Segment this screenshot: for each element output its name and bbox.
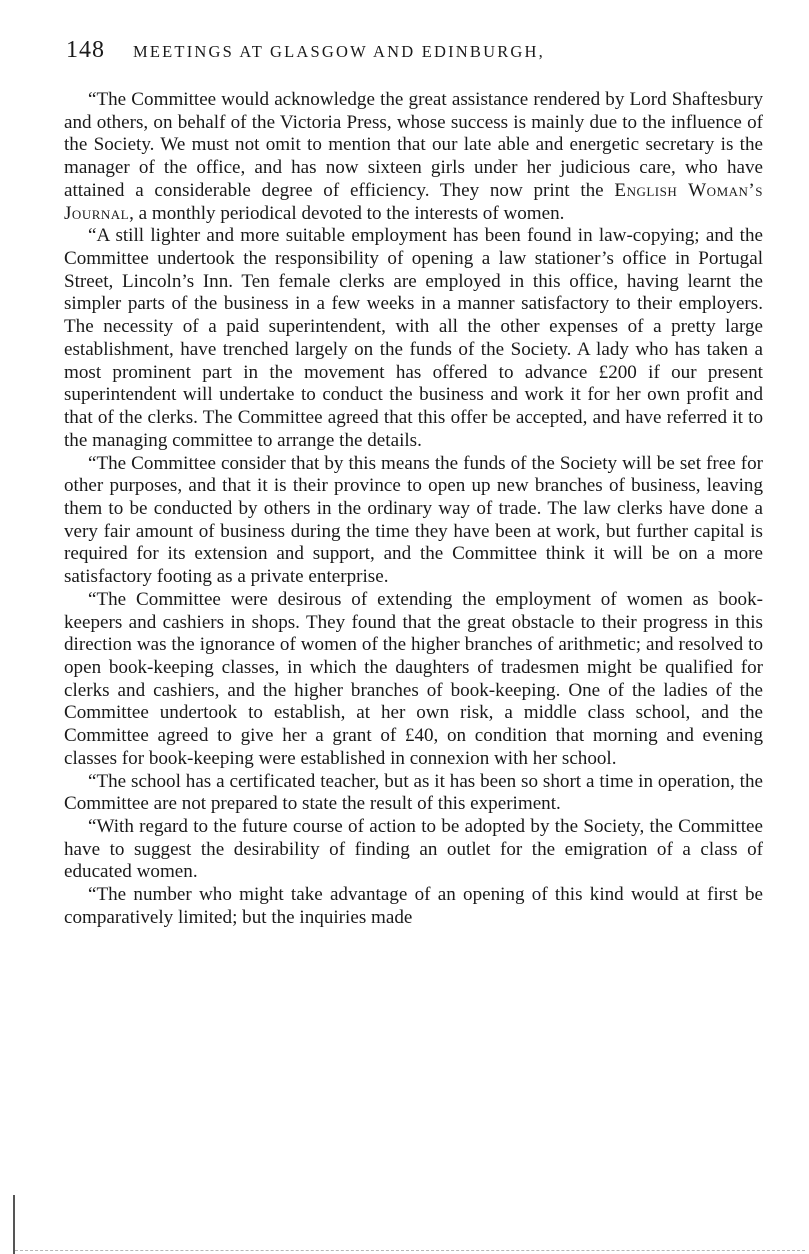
- paragraph-text: “The Committee would acknowledge the great assistance rendered by Lord Shaftesbury and others, on behalf of the Victoria Press, whose success is mainly due to the influence of the Society. We must not omit to mention that our late able and energetic secretary is the manager of the office, and has now sixteen girls under her judicious care, who have attained a considerable degree of efficiency. They now print the: [64, 89, 763, 201]
- paragraph-society-funds: “The Committee consider that by this means the funds of the Society will be set free for other purposes, and that it is their province to open up new branches of business, leaving them to be conducted by others in the ordinary way of trade. The law clerks have done a very fair amount of business during the time they have been at work, but further capital is required for its extension and support, and the Committee think it will be on a more satisfactory footing as a private enterprise.: [64, 452, 763, 588]
- paragraph-victoria-press: [64, 89, 763, 225]
- paragraph-book-keepers: “The Committee were desirous of extending the employment of women as book-keepers and cashiers in shops. They found that the great obstacle to their progress in this direction was the ignorance of women of the higher branches of arithmetic; and resolved to open book-keeping classes, in which the daughters of tradesmen might be qualified for clerks and cashiers, and the higher branches of book-keeping. One of the ladies of the Committee undertook to establish, at her own risk, a middle class school, and the Committee agreed to give her a grant of £40, on condition that morning and evening classes for book-keeping were established in connexion with her school.: [64, 588, 763, 769]
- paragraph-emigration: “With regard to the future course of action to be adopted by the Society, the Committee have to suggest the desirability of finding an outlet for the emigration of a class of educated women.: [64, 816, 763, 883]
- paragraph-text: , a monthly periodical devoted to the interests of women.: [129, 202, 565, 224]
- page-number: 148: [66, 37, 105, 63]
- paragraph-number: “The number who might take advantage of an opening of this kind would at first be comparatively limited; but the inquiries made: [64, 884, 763, 928]
- running-head: MEETINGS AT GLASGOW AND EDINBURGH,: [133, 42, 545, 61]
- scan-edge-line: [13, 1195, 15, 1254]
- scan-bottom-line: [15, 1250, 805, 1252]
- page-header: [66, 37, 766, 67]
- journal-title: English Woman’s Journal: [64, 179, 763, 224]
- paragraph-law-copying: “A still lighter and more suitable employment has been found in law-copying; and the Committee undertook the responsibility of opening a law stationer’s office in Portugal Street, Lincoln’s Inn. Ten female clerks are employed in this office, having learnt the simpler parts of the business in a few weeks in a manner satisfactory to their employers. The necessity of a paid superintendent, with all the other expenses of a pretty large establishment, have trenched largely on the funds of the Society. A lady who has taken a most prominent part in the movement has offered to advance £200 if our present superintendent will undertake to conduct the business and work it for her own profit and that of the clerks. The Committee agreed that this offer be accepted, and have referred it to the managing committee to arrange the details.: [64, 225, 763, 451]
- body-text: [64, 89, 763, 930]
- paragraph-school: “The school has a certificated teacher, but as it has been so short a time in operation, the Committee are not prepared to state the result of this experiment.: [64, 770, 763, 815]
